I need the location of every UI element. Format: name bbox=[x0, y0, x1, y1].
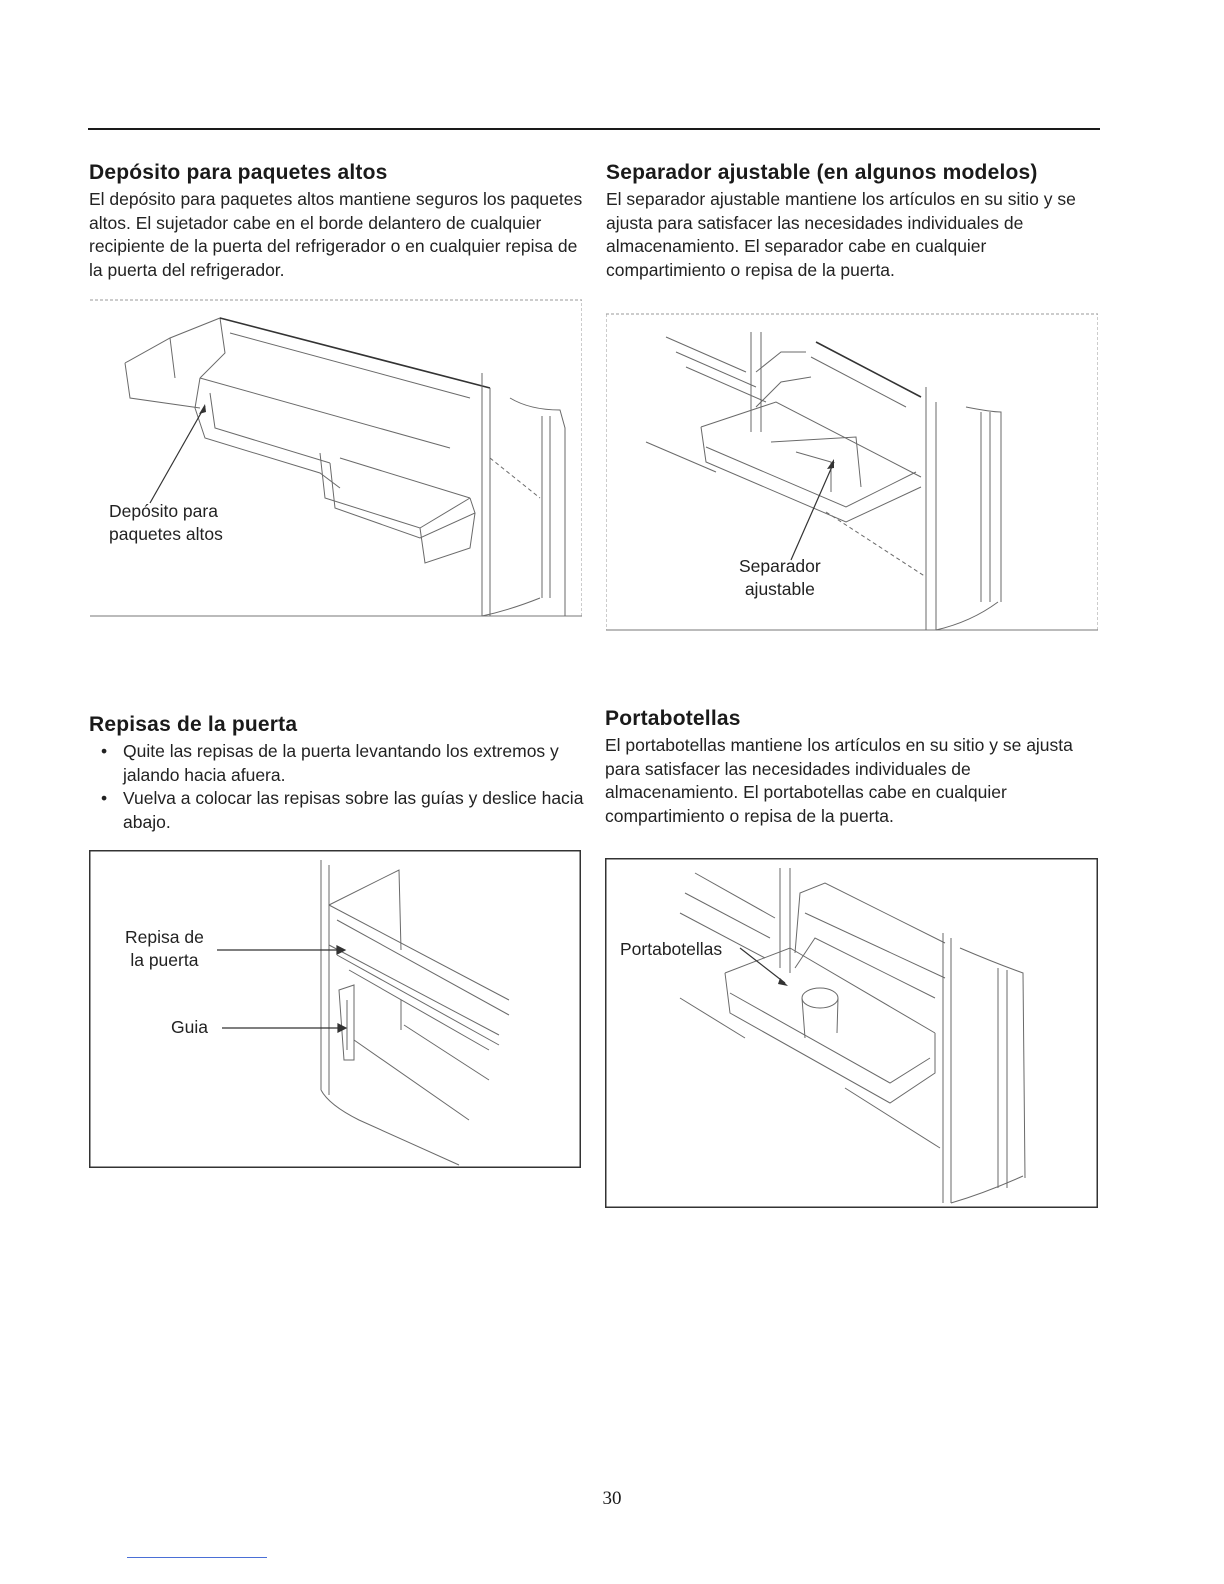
section-bottle-holder bbox=[605, 706, 1100, 828]
section-body: El separador ajustable mantiene los artículos en su sitio y se ajusta para satisfacer las necesidades individuales de almacenamiento. El separador cabe en cualquier compartimiento o repisa de la puerta. bbox=[606, 189, 1076, 280]
door-shelves-illustration bbox=[89, 850, 581, 1168]
bullet-list bbox=[89, 740, 584, 834]
section-door-shelves bbox=[89, 712, 584, 834]
section-adjustable-divider bbox=[606, 160, 1096, 282]
footer-line bbox=[127, 1557, 267, 1558]
section-tall-package bbox=[89, 160, 584, 282]
adjustable-divider-illustration bbox=[606, 312, 1098, 632]
figure-adjustable-divider bbox=[606, 312, 1098, 632]
callout-bottle-holder: Portabotellas bbox=[620, 939, 723, 959]
callout-adjustable-divider: Separador ajustable bbox=[739, 556, 821, 599]
section-body: El portabotellas mantiene los artículos en su sitio y se ajusta para satisfacer las necesidades individuales de almacenamiento. El portabotellas cabe en cualquier compartimiento o repisa de la puerta. bbox=[605, 735, 1073, 826]
callout-tall-package-bin: Depósito para paquetes altos bbox=[109, 501, 223, 544]
section-title: Depósito para paquetes altos bbox=[89, 161, 388, 184]
figure-door-shelves bbox=[89, 850, 581, 1168]
callout-door-shelf: Repisa de la puerta bbox=[125, 927, 204, 970]
figure-bottle-holder bbox=[605, 858, 1098, 1208]
list-item: • Vuelva a colocar las repisas sobre las guías y deslice hacia abajo. bbox=[89, 787, 584, 834]
page-number: 30 bbox=[602, 1488, 622, 1509]
section-body: El depósito para paquetes altos mantiene seguros los paquetes altos. El sujetador cabe en el borde delantero de cualquier recipiente de la puerta del refrigerador o en cualquier repisa de la puerta del refrigerador. bbox=[89, 189, 583, 280]
section-title: Separador ajustable (en algunos modelos) bbox=[606, 161, 1038, 184]
section-title: Portabotellas bbox=[605, 707, 741, 730]
bottle-holder-illustration bbox=[605, 858, 1098, 1208]
top-rule bbox=[88, 128, 1100, 130]
list-item: • Quite las repisas de la puerta levantando los extremos y jalando hacia afuera. bbox=[89, 740, 584, 787]
tall-package-bin-illustration bbox=[90, 298, 582, 618]
figure-tall-package-bin bbox=[90, 298, 582, 618]
callout-guide: Guia bbox=[171, 1017, 208, 1037]
section-title: Repisas de la puerta bbox=[89, 713, 298, 736]
